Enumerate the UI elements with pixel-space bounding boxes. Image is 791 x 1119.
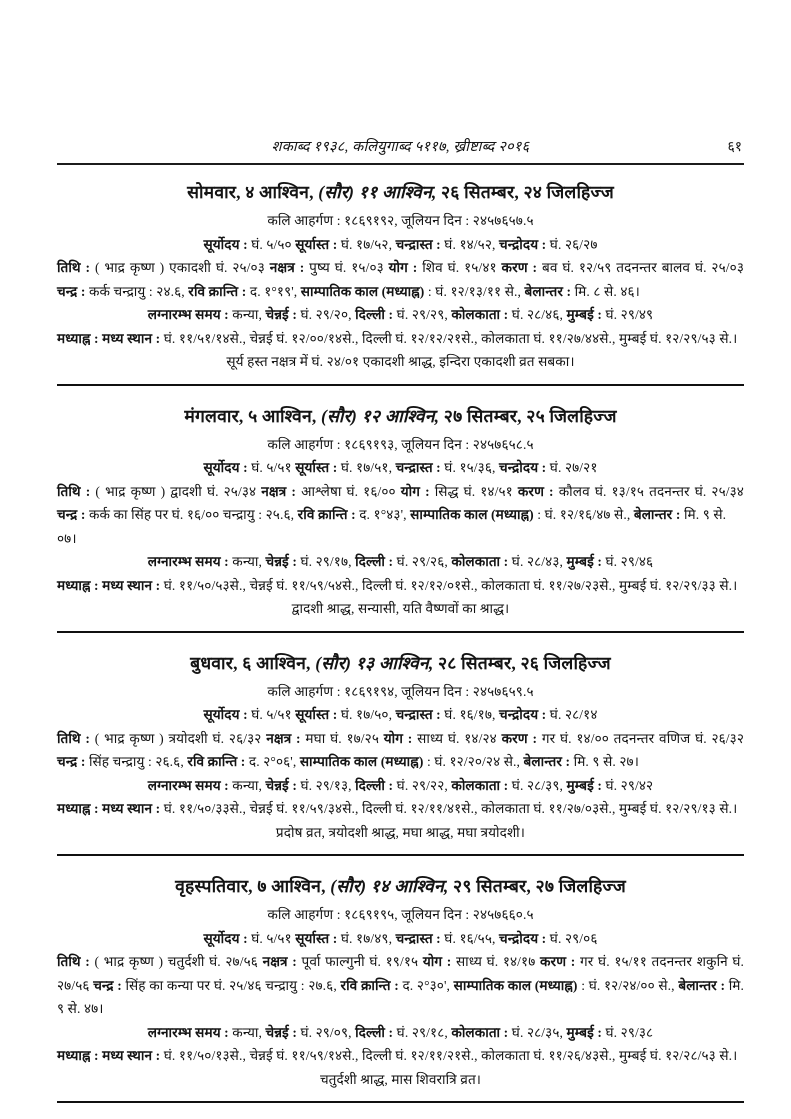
sun-moon-times-line: सूर्योदय : घं. ५/५१ सूर्यास्त : घं. १७/५१, चन्द्रास्त : घं. १५/३६, चन्द्रोदय : घं. २७/२१ bbox=[203, 460, 598, 475]
lagna-line: लग्नारम्भ समय : कन्या, चेन्नई : घं. २९/२०, दिल्ली : घं. २९/२९, कोलकाता : घं. २८/४६, मुम्बई : घं. २९/४९ bbox=[147, 307, 654, 322]
sun-moon-times-line: सूर्योदय : घं. ५/५१ सूर्यास्त : घं. १७/५०, चन्द्रास्त : घं. १६/१७, चन्द्रोदय : घं. २८/१४ bbox=[203, 707, 598, 722]
madhyahna-line: मध्याह्न : मध्य स्थान : घं. ११/५०/५३से., चेन्नई घं. ११/५९/५४से., दिल्ली घं. १२/१२/०१से., कोलकाता घं. ११/२७/२३से., मुम्बई घं. १२/२९/३३ से.। bbox=[57, 577, 738, 593]
era-line: शकाब्द १९३८, कलियुगाब्द ५११७, ख्रीष्टाब्द २०१६ bbox=[271, 139, 530, 155]
page-header bbox=[57, 136, 744, 165]
section-divider bbox=[57, 854, 744, 856]
page-number: ६१ bbox=[727, 140, 742, 155]
madhyahna-line: मध्याह्न : मध्य स्थान : घं. ११/५१/१४से., चेन्नई घं. १२/००/१४से., दिल्ली घं. १२/१२/२१से., कोलकाता घं. ११/२७/४४से., मुम्बई घं. १२/२९/५३ से.। bbox=[57, 330, 738, 346]
tithi-chandra-line: तिथि : ( भाद्र कृष्ण ) चतुर्दशी घं. २७/५६ नक्षत्र : पूर्वा फाल्गुनी घं. १९/१५ योग : साध्य घं. १४/१७ करण : गर घं. १५/११ तदनन्तर शकुनि घं. २७/५६ चन्द्र : सिंह का कन्या पर घं. २५/४६ चन्द्रायु : २७.६, रवि क्रान्ति : द. २°३०', साम्पातिक काल (मध्याह्न) : घं. १२/२४/०० से., बेलान्तर : मि. ९ से. ४७। bbox=[57, 954, 745, 1016]
festival-line: सूर्य हस्त नक्षत्र में घं. २४/०१ एकादशी श्राद्ध, इन्दिरा एकादशी व्रत सबका। bbox=[226, 354, 575, 369]
lagna-line: लग्नारम्भ समय : कन्या, चेन्नई : घं. २९/०९, दिल्ली : घं. २९/१८, कोलकाता : घं. २८/३५, मुम्बई : घं. २९/३८ bbox=[147, 1024, 654, 1040]
day-title: मंगलवार, ५ आश्विन, (सौर) १२ आश्विन, २७ सितम्बर, २५ जिलहिज्ज bbox=[184, 405, 617, 426]
day-section-monday bbox=[57, 165, 744, 380]
chandra-line: चन्द्र : कर्क का सिंह पर घं. १६/०० चन्द्रायु : २५.६, रवि क्रान्ति : द. १°४३', साम्पातिक काल (मध्याह्न) : घं. १२/१६/४७ से., बेलान्तर : मि. ९ से. ०७। bbox=[57, 507, 727, 546]
lagna-line: लग्नारम्भ समय : कन्या, चेन्नई : घं. २९/१३, दिल्ली : घं. २९/२२, कोलकाता : घं. २८/३९, मुम्बई : घं. २९/४२ bbox=[147, 777, 654, 793]
kali-julian-line: कलि आहर्गण : १८६९१९४, जूलियन दिन : २४५७६५९.५ bbox=[267, 683, 534, 699]
kali-julian-line: कलि आहर्गण : १८६९१९५, जूलियन दिन : २४५७६६०.५ bbox=[267, 907, 534, 922]
chandra-line: चन्द्र : सिंह चन्द्रायु : २६.६, रवि क्रान्ति : द. २°०६', साम्पातिक काल (मध्याह्न) : घं. १२/२०/२४ से., बेलान्तर : मि. ९ से. २७। bbox=[57, 754, 639, 769]
festival-line: चतुर्दशी श्राद्ध, मास शिवरात्रि व्रत। bbox=[319, 1071, 482, 1087]
tithi-line: तिथि : ( भाद्र कृष्ण ) त्रयोदशी घं. २६/३२ नक्षत्र : मघा घं. १७/२५ योग : साध्य घं. १४/२४ करण : गर घं. १४/०० तदनन्तर वणिज घं. २६/३२ bbox=[57, 730, 745, 746]
section-divider bbox=[57, 1101, 744, 1103]
lagna-line: लग्नारम्भ समय : कन्या, चेन्नई : घं. २९/१७, दिल्ली : घं. २९/२६, कोलकाता : घं. २८/४३, मुम्बई : घं. २९/४६ bbox=[147, 554, 654, 569]
section-divider bbox=[57, 631, 744, 633]
sun-moon-times-line: सूर्योदय : घं. ५/५१ सूर्यास्त : घं. १७/४९, चन्द्रास्त : घं. १६/५५, चन्द्रोदय : घं. २९/०६ bbox=[203, 930, 598, 946]
sun-moon-times-line: सूर्योदय : घं. ५/५० सूर्यास्त : घं. १७/५२, चन्द्रास्त : घं. १४/५२, चन्द्रोदय : घं. २६/२७ bbox=[203, 236, 598, 252]
tithi-line: तिथि : ( भाद्र कृष्ण ) द्वादशी घं. २५/३४ नक्षत्र : आश्लेषा घं. १६/०० योग : सिद्ध घं. १४/५१ करण : कौलव घं. १३/१५ तदनन्तर घं. २५/३४ bbox=[57, 483, 744, 499]
day-section-wednesday bbox=[57, 636, 744, 851]
madhyahna-line: मध्याह्न : मध्य स्थान : घं. ११/५०/१३से., चेन्नई घं. ११/५९/१४से., दिल्ली घं. १२/११/२१से., कोलकाता घं. ११/२६/४३से., मुम्बई घं. १२/२८/५३ से.। bbox=[57, 1048, 738, 1063]
day-section-tuesday bbox=[57, 389, 744, 627]
chandra-line: चन्द्र : कर्क चन्द्रायु : २४.६, रवि क्रान्ति : द. १°१९', साम्पातिक काल (मध्याह्न) : घं. १२/१३/११ से., बेलान्तर : मि. ८ से. ४६। bbox=[57, 283, 640, 299]
madhyahna-line: मध्याह्न : मध्य स्थान : घं. ११/५०/३३से., चेन्नई घं. ११/५९/३४से., दिल्ली घं. १२/११/४१से., कोलकाता घं. ११/२७/०३से., मुम्बई घं. १२/२९/१३ से.। bbox=[57, 801, 738, 816]
day-section-thursday bbox=[57, 859, 744, 1097]
day-title: सोमवार, ४ आश्विन, (सौर) ११ आश्विन, २६ सितम्बर, २४ जिलहिज्ज bbox=[187, 182, 614, 202]
kali-julian-line: कलि आहर्गण : १८६९१९२, जूलियन दिन : २४५७६५७.५ bbox=[267, 213, 534, 228]
day-title: बुधवार, ६ आश्विन, (सौर) १३ आश्विन, २८ सितम्बर, २६ जिलहिज्ज bbox=[190, 652, 611, 673]
kali-julian-line: कलि आहर्गण : १८६९१९३, जूलियन दिन : २४५७६५८.५ bbox=[267, 436, 534, 452]
tithi-line: तिथि : ( भाद्र कृष्ण ) एकादशी घं. २५/०३ नक्षत्र : पुष्य घं. १५/०३ योग : शिव घं. १५/४१ करण : बव घं. १२/५९ तदनन्तर बालव घं. २५/०३ bbox=[57, 260, 744, 275]
festival-line: प्रदोष व्रत, त्रयोदशी श्राद्ध, मघा श्राद्ध, मघा त्रयोदशी। bbox=[275, 824, 526, 840]
festival-line: द्वादशी श्राद्ध, सन्यासी, यति वैष्णवों का श्राद्ध। bbox=[291, 601, 510, 616]
day-title: वृहस्पतिवार, ७ आश्विन, (सौर) १४ आश्विन, २९ सितम्बर, २७ जिलहिज्ज bbox=[175, 876, 626, 896]
section-divider bbox=[57, 384, 744, 386]
